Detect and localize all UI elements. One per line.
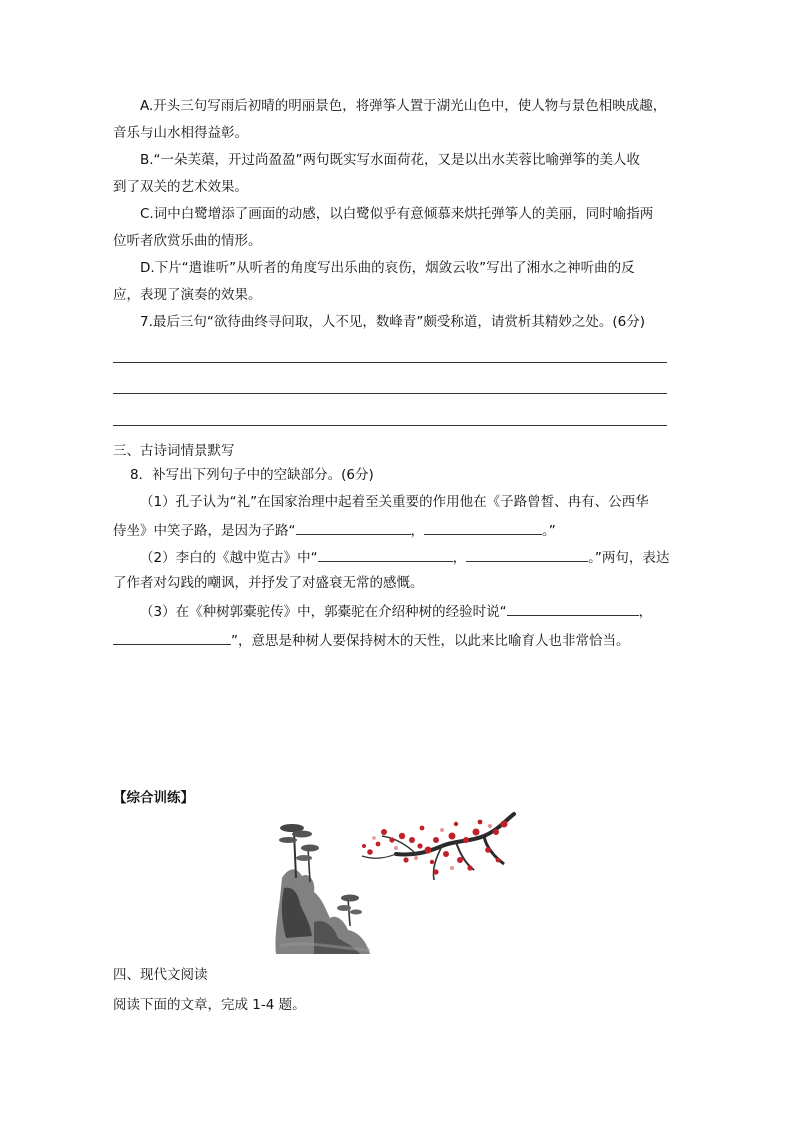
blank-2a[interactable] bbox=[318, 547, 453, 562]
section-4-instruction: 阅读下面的文章，完成 1-4 题。 bbox=[113, 997, 306, 1013]
question-8: 8．补写出下列句子中的空缺部分。(6分) bbox=[130, 467, 374, 483]
comma: ， bbox=[410, 523, 424, 539]
comma: ， bbox=[638, 604, 653, 620]
item-3-line2 bbox=[113, 630, 630, 650]
item-2-close: 。”两句，表达 bbox=[588, 550, 670, 566]
item-2-prefix: （2）李白的《越中览古》中“ bbox=[140, 550, 318, 566]
comma: ， bbox=[452, 550, 467, 566]
option-a-line1: A.开头三句写雨后初晴的明丽景色，将弹筝人置于湖光山色中，使人物与景色相映成趣， bbox=[140, 98, 667, 114]
close-quote: 。” bbox=[542, 523, 556, 539]
item-3-suffix: ”，意思是种树人要保持树木的天性，以此来比喻育人也非常恰当。 bbox=[231, 633, 630, 649]
item-3-prefix: （3）在《种树郭橐驼传》中，郭橐驼在介绍种树的经验时说“ bbox=[140, 604, 507, 620]
item-1-line2 bbox=[113, 520, 556, 540]
option-c-line1: C.词中白鹭增添了画面的动感，以白鹭似乎有意倾慕来烘托弹筝人的美丽，同时喻指两 bbox=[140, 206, 654, 222]
option-b-line1: B.“一朵芙蕖，开过尚盈盈”两句既实写水面荷花，又是以出水芙蓉比喻弹筝的美人收 bbox=[140, 152, 641, 168]
section-3-heading: 三、古诗词情景默写 bbox=[113, 443, 235, 459]
blank-3b[interactable] bbox=[113, 630, 231, 645]
item-1-line1: （1）孔子认为“礼”在国家治理中起着至关重要的作用他在《子路曾皙、冉有、公西华 bbox=[140, 494, 649, 510]
section-4-heading: 四、现代文阅读 bbox=[113, 967, 208, 983]
option-b-line2: 到了双关的艺术效果。 bbox=[113, 179, 248, 195]
question-7: 7.最后三句“欲待曲终寻问取，人不见，数峰青”颇受称道，请赏析其精妙之处。(6分) bbox=[140, 314, 645, 330]
blank-1a[interactable] bbox=[296, 520, 411, 535]
item-2-line1 bbox=[140, 547, 669, 567]
item-2-line2: 了作者对勾践的嘲讽，并抒发了对盛衰无常的感慨。 bbox=[113, 575, 424, 591]
option-d-line1: D.下片“遣谁听”从听者的角度写出乐曲的哀伤，烟敛云收”写出了湘水之神听曲的反 bbox=[140, 260, 635, 276]
answer-line-2[interactable] bbox=[113, 393, 667, 394]
blank-2b[interactable] bbox=[466, 547, 588, 562]
item-3-line1 bbox=[140, 601, 652, 621]
blank-3a[interactable] bbox=[507, 601, 639, 616]
plum-blossom-image bbox=[356, 810, 518, 888]
answer-line-3[interactable] bbox=[113, 425, 667, 426]
option-d-line2: 应，表现了演奏的效果。 bbox=[113, 287, 262, 303]
blank-1b[interactable] bbox=[424, 520, 542, 535]
training-heading: 【综合训练】 bbox=[113, 790, 194, 806]
option-a-line2: 音乐与山水相得益彰。 bbox=[113, 125, 248, 141]
answer-line-1[interactable] bbox=[113, 362, 667, 363]
item-1-prefix: 侍坐》中笑子路，是因为子路“ bbox=[113, 523, 296, 539]
option-c-line2: 位听者欣赏乐曲的情形。 bbox=[113, 233, 262, 249]
